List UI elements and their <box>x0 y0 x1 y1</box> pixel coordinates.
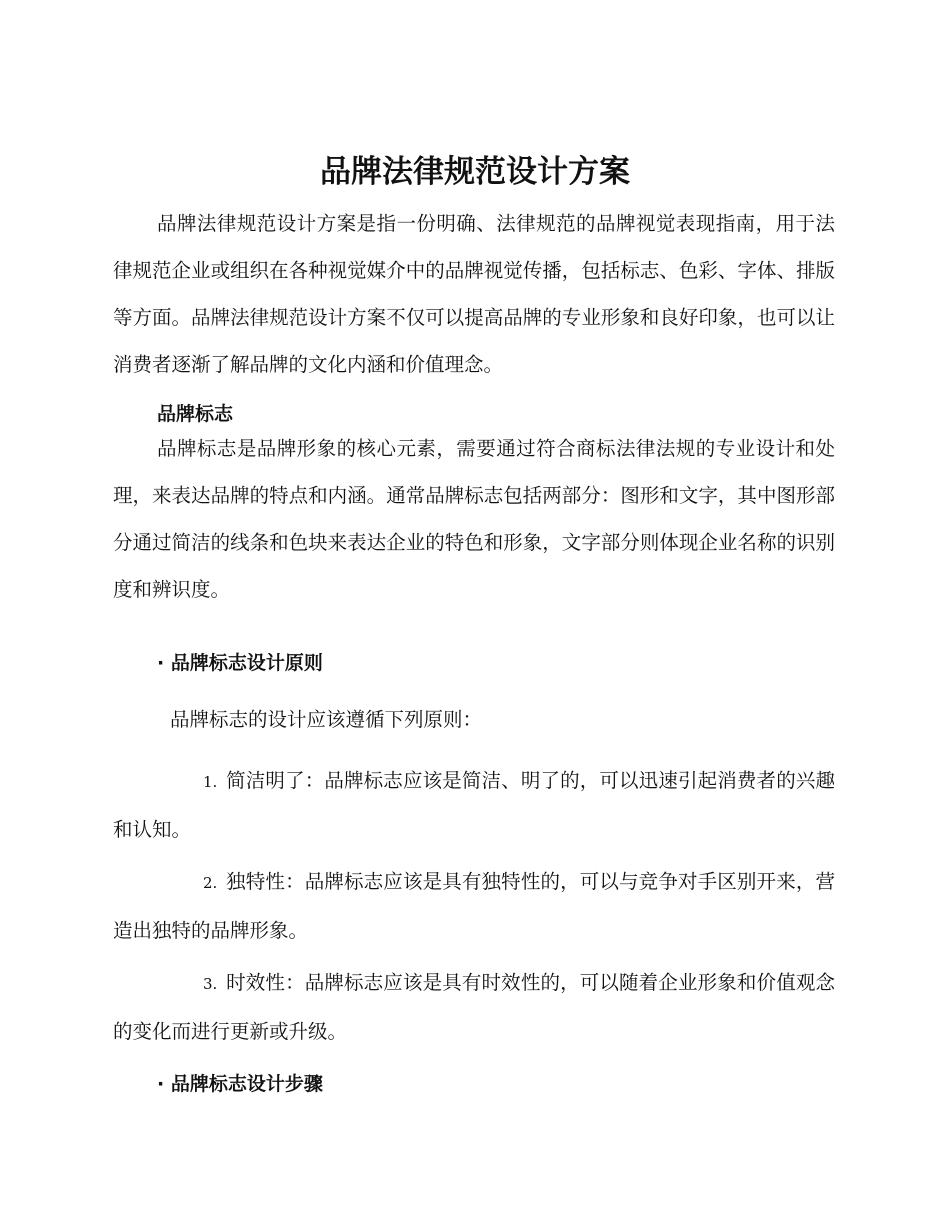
subheading-design-principles: · 品牌标志设计原则 <box>157 652 323 674</box>
list-item-text: 简洁明了：品牌标志应该是简洁、明了的，可以迅速引起消费者的兴趣和认知。 <box>113 769 835 841</box>
list-number: 2. <box>203 874 218 892</box>
list-number: 3. <box>203 975 218 993</box>
principles-lead-text: 品牌标志的设计应该遵循下列原则： <box>170 708 483 731</box>
page-title: 品牌法律规范设计方案 <box>320 154 630 190</box>
subheading-design-steps: · 品牌标志设计步骤 <box>157 1073 323 1095</box>
brand-logo-paragraph: 品牌标志是品牌形象的核心元素，需要通过符合商标法律法规的专业设计和处理，来表达品牌的特点和内涵。通常品牌标志包括两部分：图形和文字，其中图形部分通过简洁的线条和色块来表达企业的特色和形象，文字部分则体现企业名称的识别度和辨识度。 <box>113 437 835 601</box>
list-item-text: 时效性：品牌标志应该是具有时效性的，可以随着企业形象和价值观念的变化而进行更新或升级。 <box>113 971 835 1043</box>
list-item-principle-2 <box>113 858 835 954</box>
intro-paragraph: 品牌法律规范设计方案是指一份明确、法律规范的品牌视觉表现指南，用于法律规范企业或组织在各种视觉媒介中的品牌视觉传播，包括标志、色彩、字体、排版等方面。品牌法律规范设计方案不仅可以提高品牌的专业形象和良好印象，也可以让消费者逐渐了解品牌的文化内涵和价值理念。 <box>113 212 835 376</box>
list-item-principle-3 <box>113 959 835 1055</box>
section-heading-brand-logo: 品牌标志 <box>157 403 234 425</box>
list-item-principle-1 <box>113 757 835 853</box>
list-number: 1. <box>203 773 218 791</box>
list-item-text: 独特性：品牌标志应该是具有独特性的，可以与竞争对手区别开来，营造出独特的品牌形象。 <box>113 870 835 942</box>
